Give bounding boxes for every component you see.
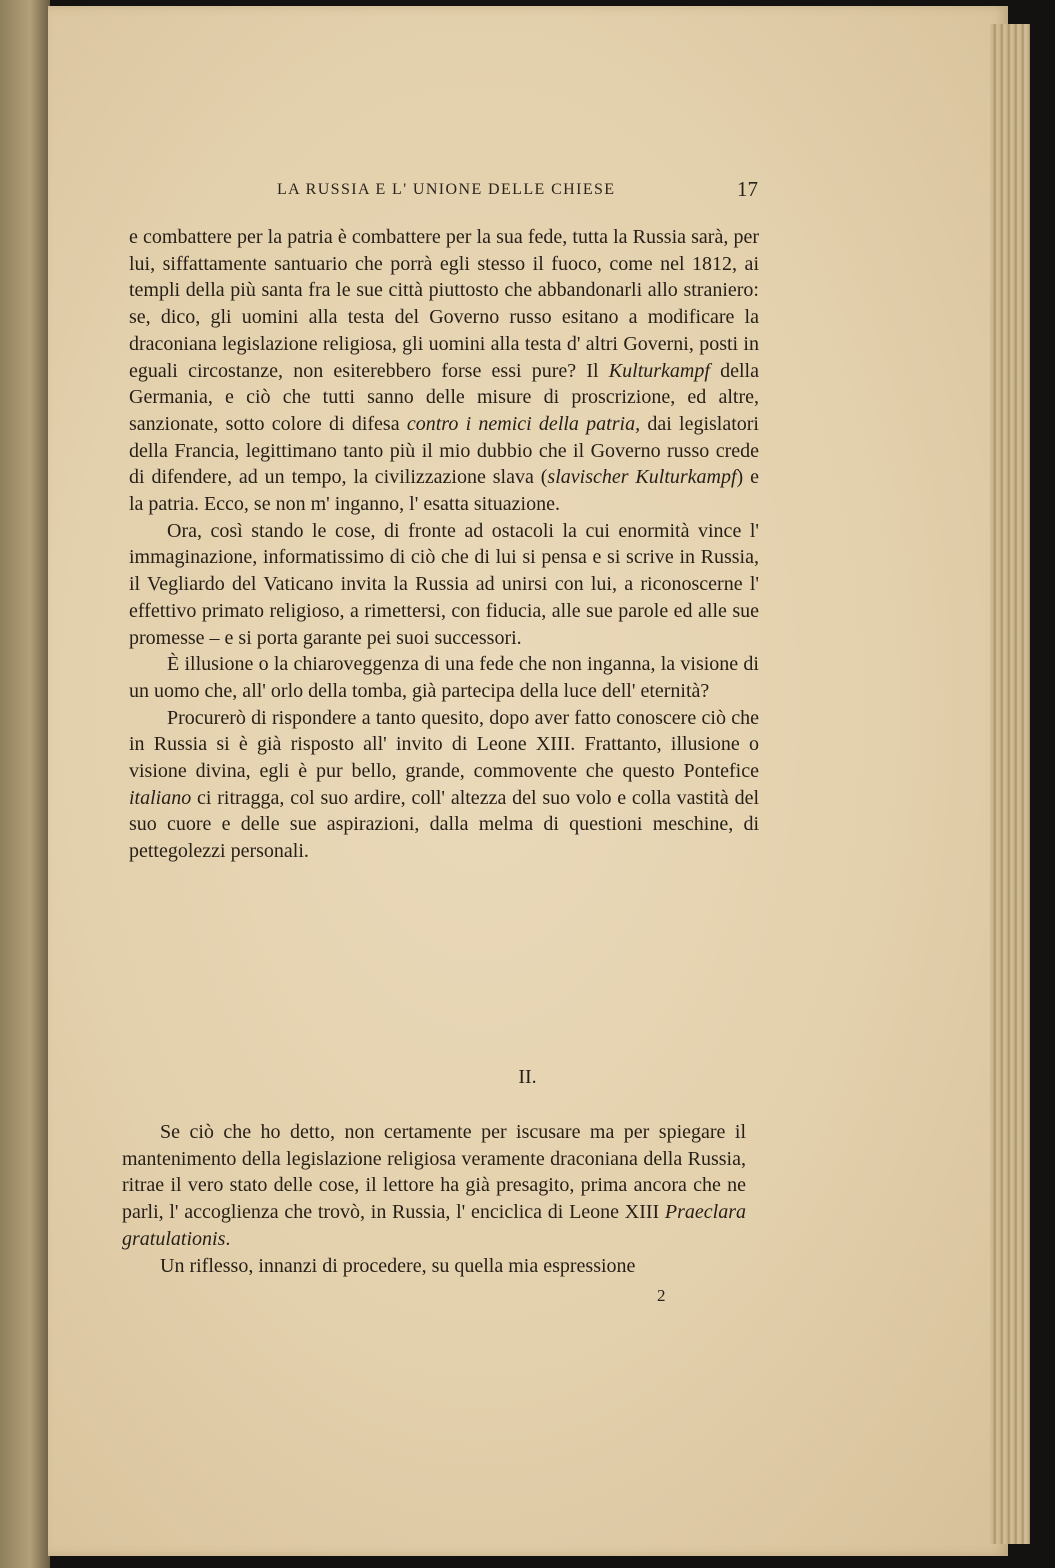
italic-term: slavischer Kulturkampf (547, 466, 737, 489)
facing-page-edge (0, 0, 50, 1568)
paragraph-1: e combattere per la patria è combattere per la sua fede, tutta la Russia sarà, per lui, siffattamente santuario che porrà egli stesso il fuoco, come nel 1812, ai templi della più santa fra le sue città piuttosto che abbandonarli allo straniero: se, dico, gli uomini alla testa del Governo russo esitano a modificare la draconiana legislazione religiosa, gli uomini alla testa d' altri Governi, posti in eguali circostanze, non esiterebbero forse essi pure? Il Kulturkampf della Germania, e ciò che tutti sanno delle misure di proscrizione, ed altre, sanzionate, sotto colore di difesa contro i nemici della patria, dai legislatori della Francia, legittimano tanto più il mio dubbio che il Governo russo crede di difendere, ad un tempo, la civilizzazione slava (slavischer Kulturkampf) e la patria. Ecco, se non m' inganno, l' esatta situazione. (129, 226, 759, 516)
section-paragraph-2: Un riflesso, innanzi di procedere, su quella mia espressione (160, 1254, 636, 1277)
page-number: 17 (737, 177, 758, 201)
paragraph-2: Ora, così stando le cose, di fronte ad ostacoli la cui enormità vince l' immaginazione, informatissimo di ciò che di lui si pensa e si scrive in Russia, il Vegliardo del Vaticano invita la Russia ad unirsi con lui, a riconoscerne l' effettivo primato religioso, a rimettersi, con fiducia, alle sue parole ed alle sue promesse – e si porta garante pei suoi successori. (129, 519, 759, 649)
section-text (122, 1119, 746, 1279)
page-header (0, 177, 1055, 205)
italic-term: Kulturkampf (608, 359, 710, 382)
body-text (129, 224, 759, 865)
italic-term: italiano (129, 786, 192, 809)
paragraph-4: Procurerò di rispondere a tanto quesito, dopo aver fatto conoscere ciò che in Russia si è già risposto all' invito di Leone XIII. Frattanto, illusione o visione divina, egli è pur bello, grande, commovente che questo Pontefice italiano ci ritragga, col suo ardire, coll' altezza del suo volo e colla vastità del suo cuore e delle sue aspirazioni, dalla melma di questioni meschine, di pettegolezzi personali. (129, 706, 759, 863)
italic-title: Praeclara gratulationis (122, 1201, 746, 1250)
section-paragraph-1: Se ciò che ho detto, non certamente per iscusare ma per spiegare il mantenimento della legislazione religiosa veramente draconiana della Russia, ritrae il vero stato delle cose, il lettore ha già presagito, prima ancora che ne parli, l' accoglienza che trovò, in Russia, l' enciclica di Leone XIII Praeclara gratulationis. (122, 1121, 746, 1250)
paragraph-3: È illusione o la chiaroveggenza di una fede che non inganna, la visione di un uomo che, all' orlo della tomba, già partecipa della luce dell' eternità? (129, 653, 759, 702)
section-heading: II. (518, 1066, 537, 1088)
signature-mark: 2 (657, 1286, 666, 1305)
page-stack-edges (990, 24, 1030, 1544)
running-title: LA RUSSIA E L' UNIONE DELLE CHIESE (277, 181, 616, 198)
italic-term: contro i nemici della patria, (406, 412, 641, 435)
